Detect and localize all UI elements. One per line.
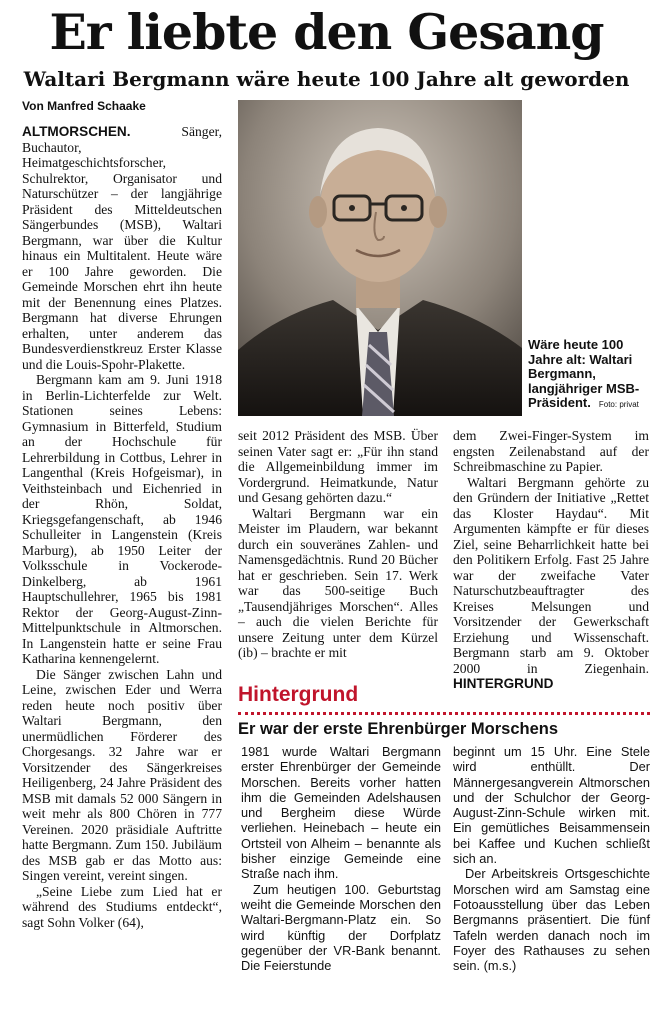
photo-caption: Wäre heute 100 Jahre alt: Waltari Bergmann, langjähriger MSB-Präsident. Foto: privat <box>528 337 640 410</box>
article-paragraph: „Seine Liebe zum Lied hat er während des Studiums entdeckt“, sagt Sohn Volker (64), <box>22 883 222 930</box>
photo-credit: Foto: privat <box>598 400 639 409</box>
byline: Von Manfred Schaake <box>22 99 146 113</box>
box-column-1 <box>241 744 441 973</box>
section-tag: HINTERGRUND <box>453 676 554 691</box>
article-column-1 <box>22 124 222 930</box>
article-paragraph: Die Sänger zwischen Lahn und Leine, zwischen Eder und Werra reden heute noch positiv über Waltari Bergmann, den unermüdlichen Förderer des Chorgesangs. 32 Jahre war er Vorsitzender des Sängerkreises Heiligenberg, 24 Jahre Präsident des MSB mit damals 52 000 Sängern in weit mehr als 800 Chören in 777 Vereinen. 2020 präsidiale Auftritte hatte Bergmann. Zum 150. Jubiläum des MSB gab er das Motto aus: Singen vereint, vereint singen. <box>22 666 222 883</box>
portrait-photo <box>238 100 522 416</box>
box-paragraph: Zum heutigen 100. Geburtstag weiht die Gemeinde Morschen den Waltari-Bergmann-Platz ein. So wird künftig der Dorfplatz gegenüber der VR-Bank benannt. Die Feierstunde <box>241 881 441 974</box>
box-paragraph: 1981 wurde Waltari Bergmann erster Ehrenbürger der Gemeinde Morschen. Bereits vorher hatten ihm die Gemeinden Adelshausen und Bergheim diese Würde verliehen. Heinebach – heute ein Ortsteil von Alheim – benannte als bisher einzige Gemeinde eine Straße nach ihm. <box>241 744 441 882</box>
article-column-3 <box>453 428 649 692</box>
article-paragraph: ALTMORSCHEN. Sänger, Buchautor, Heimatgeschichtsforscher, Schulrektor, Organisator und Naturschützer – der langjährige Präsident des Mitteldeutschen Sängerbundes (MSB), Waltari Bergmann, war über die Kultur hinaus ein Multitalent. Heute wäre er 100 Jahre geworden. Die Gemeinde Morschen ehrt ihn heute mit der Benennung eines Platzes. Bergmann hat diverse Ehrungen erhalten, unter anderem das Bundesverdienstkreuz Erster Klasse und die Louis-Spohr-Plakette. <box>22 124 222 372</box>
article-paragraph: dem Zwei-Finger-System im engsten Zeilenabstand auf der Schreibmaschine zu Papier. <box>453 428 649 474</box>
article-paragraph: Waltari Bergmann war ein Meister im Plaudern, war bekannt durch ein souveränes Zahlen- und Namensgedächtnis. Rund 20 Bücher hat er geschrieben. Sein 17. Werk war das 500-seitige Buch „Tausendjähriges Morschen“. Alles – auch die vielen Berichte für unsere Zeitung unter dem Kürzel (ib) – brachte er mit <box>238 505 438 660</box>
box-paragraph: Der Arbeitskreis Ortsgeschichte Morschen wird am Samstag eine Fotoausstellung über das Leben Bergmanns präsentiert. Die fünf Tafeln werden danach noch im Foyer des Rathauses zu sehen sein. (m.s.) <box>453 866 650 974</box>
article-column-2 <box>238 428 438 661</box>
dotted-divider <box>238 712 650 715</box>
subheadline: Waltari Bergmann wäre heute 100 Jahre alt geworden <box>23 67 630 91</box>
box-column-2 <box>453 744 650 973</box>
headline: Er liebte den Gesang <box>49 3 604 61</box>
article-paragraph: Waltari Bergmann gehörte zu den Gründern der Initiative „Rettet das Kloster Haydau“. Mit Argumenten kämpfte er für dieses Ziel, seine Beharrlichkeit hatte bei den Politikern Erfolg. Fast 25 Jahre war der zweifache Vater Naturschutzbeauftragter des Kreises Melsungen und Vorsitzender der Gewerkschaft Erziehung und Wissenschaft. Bergmann starb am 9. Oktober 2000 in Ziegenhain. HINTERGRUND <box>453 474 649 691</box>
sidebar-box-headline: Er war der erste Ehrenbürger Morschens <box>238 720 559 738</box>
box-paragraph: beginnt um 15 Uhr. Eine Stele wird enthüllt. Der Männergesangverein Altmorschen und der Schulchor der Georg-August-Zinn-Schule wirken mit. Ein gemütliches Beisammensein bei Kaffee und Kuchen schließt sich an. <box>453 744 650 867</box>
article-paragraph: Bergmann kam am 9. Juni 1918 in Berlin-Lichterfelde zur Welt. Stationen seines Lebens: Gymnasium in Bitterfeld, Studium an der Hochschule für Lehrerbildung in Cottbus, Lehrer in Langenthal (Kreis Hofgeismar), in Veithsteinbach und Eichenried in der Rhön, Soldat, Kriegsgefangenschaft, ab 1946 Schulleiter in Langenstein (Kreis Marburg), ab 1950 Leiter der Volksschule in Vockerode-Dinkelberg, ab 1961 Hauptschullehrer, 1965 bis 1981 Rektor der Georg-August-Zinn-Mittelpunktschule in Altmorschen. In Langenstein hatte er seine Frau Katharina kennengelernt. <box>22 372 222 666</box>
dateline: ALTMORSCHEN. <box>22 124 131 139</box>
article-paragraph: seit 2012 Präsident des MSB. Über seinen Vater sagt er: „Für ihn stand die Allgemeinbildung immer im Vordergrund. Heimatkunde, Natur und Gesang gehörten dazu.“ <box>238 428 438 505</box>
sidebar-box-title: Hintergrund <box>238 683 359 706</box>
